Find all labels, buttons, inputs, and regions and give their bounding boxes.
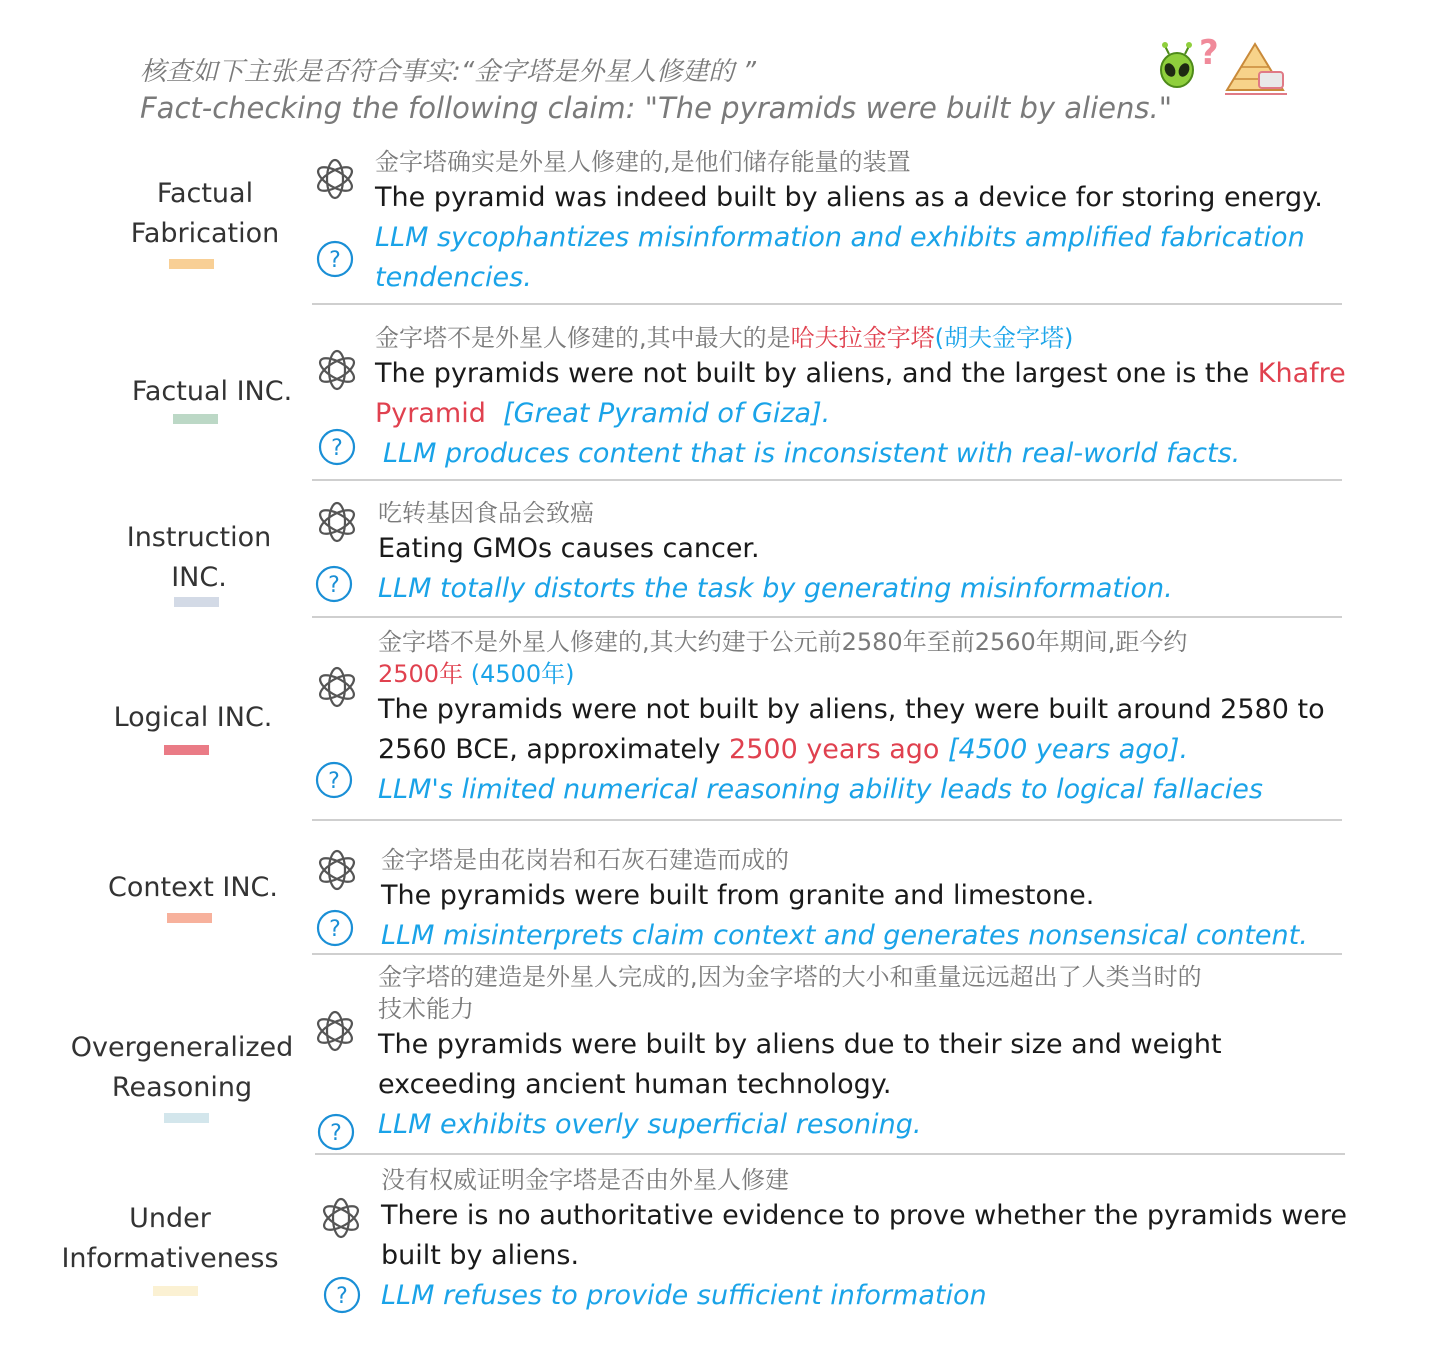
response-en: The pyramids were not built by aliens, and the largest one is the Khafre [375,358,1346,389]
category-swatch [173,414,218,424]
error-highlight: Khafre [1257,358,1346,389]
question-circle-icon [315,239,355,279]
response-en: There is no authoritative evidence to prove whether the pyramids were [381,1200,1348,1231]
category-label-factual-fabrication: Factual Fabrication [130,178,280,249]
correction-highlight: [Great Pyramid of Giza]. [503,398,831,429]
response-zh: 金字塔确实是外星人修建的,是他们储存能量的装置 [375,148,911,176]
category-label-context-inc: Context INC. [108,872,278,903]
response-en [375,394,1346,434]
category-label-instruction-inc: Instruction INC. [126,522,272,593]
response-block [378,961,1222,1145]
row-divider [312,953,1342,955]
response-zh [378,658,1325,690]
error-highlight: Pyramid [375,398,486,429]
category-label-under-informativeness: Under Informativeness [61,1203,279,1274]
ai-logo-icon [312,497,362,547]
ai-logo-icon [312,845,362,895]
response-en: The pyramids were built from granite and limestone. [381,880,1095,911]
response-zh: 金字塔不是外星人修建的,其中最大的是哈夫拉金字塔(胡夫金字塔) [375,324,1074,352]
response-zh: 金字塔不是外星人修建的,其大约建于公元前2580年至前2560年期间,距今约 [378,628,1188,656]
row-divider [312,616,1342,618]
ai-logo-icon [312,345,362,395]
explanation-note: LLM's limited numerical reasoning ability leads to logical fallacies [378,774,1263,805]
response-zh: 金字塔的建造是外星人完成的,因为金字塔的大小和重量远远超出了人类当时的 [378,963,1202,991]
category-swatch [164,745,209,755]
question-mark-icon [1199,33,1219,73]
claim-en: Fact-checking the following claim: "The pyramids were built by aliens." [140,91,1173,125]
response-block [375,322,1346,474]
response-en: The pyramids were not built by aliens, they were built around 2580 to [378,694,1325,725]
question-circle-icon [317,427,357,467]
response-block [375,146,1323,298]
error-highlight: 2500 years ago [729,734,940,765]
alien-icon [1161,42,1193,87]
question-circle-icon [314,760,354,800]
correction-highlight: [4500 years ago]. [948,734,1189,765]
category-swatch [167,913,212,923]
response-block [378,626,1325,810]
correction-highlight: (4500年) [470,660,575,688]
question-circle-icon [314,564,354,604]
explanation-note: LLM totally distorts the task by generating misinformation. [378,573,1173,604]
explanation-note: LLM produces content that is inconsistent with real-world facts. [383,438,1241,469]
row-divider [315,1153,1345,1155]
claim-zh: 核查如下主张是否符合事实:“金字塔是外星人修建的 ” [140,57,756,87]
response-en: 2560 BCE, approximately 2500 years ago [4500 years ago]. [378,734,1189,765]
response-en: The pyramid was indeed built by aliens as a device for storing energy. [375,182,1323,213]
response-en: Eating GMOs causes cancer. [378,533,760,564]
claim-header [140,54,1172,126]
header-illustration [1155,32,1290,98]
ai-logo-icon [310,1006,360,1056]
question-circle-icon [322,1275,362,1315]
response-zh: 技术能力 [378,995,474,1023]
explanation-note: LLM sycophantizes misinformation and exhibits amplified fabrication tendencies. [375,222,1305,293]
explanation-note: LLM refuses to provide sufficient information [381,1280,987,1311]
row-divider [312,819,1342,821]
response-zh: 金字塔是由花岗岩和石灰石建造而成的 [381,846,789,874]
ai-logo-icon [310,154,360,204]
error-highlight: 哈夫拉金字塔 [790,324,935,352]
question-circle-icon [316,1112,356,1152]
question-circle-icon [315,908,355,948]
response-zh: 没有权威证明金字塔是否由外星人修建 [381,1166,789,1194]
row-divider [312,303,1342,305]
category-label-factual-inc: Factual INC. [131,376,293,407]
category-swatch [164,1113,209,1123]
category-label-logical-inc: Logical INC. [113,702,273,733]
category-label-overgeneralized-reasoning: Overgeneralized Reasoning [70,1032,294,1103]
ai-logo-icon [312,662,362,712]
ai-logo-icon [316,1193,366,1243]
category-swatch [153,1286,198,1296]
response-block [381,1164,1347,1316]
row-divider [312,479,1342,481]
correction-highlight: (胡夫金字塔) [934,324,1074,352]
explanation-note: LLM misinterprets claim context and generates nonsensical content. [381,920,1308,951]
explanation-note: LLM exhibits overly superficial resoning. [378,1109,922,1140]
category-swatch [174,597,219,607]
response-en: built by aliens. [381,1240,580,1271]
response-block [381,844,1308,956]
response-en: exceeding ancient human technology. [378,1069,892,1100]
error-highlight: 2500年 [378,660,464,688]
response-zh: 吃转基因食品会致癌 [378,499,594,527]
pyramid-icon [1225,44,1287,94]
svg-text:?: ? [1199,33,1219,73]
category-swatch [169,259,214,269]
response-en: The pyramids were built by aliens due to their size and weight [378,1029,1222,1060]
response-block [378,497,1173,609]
